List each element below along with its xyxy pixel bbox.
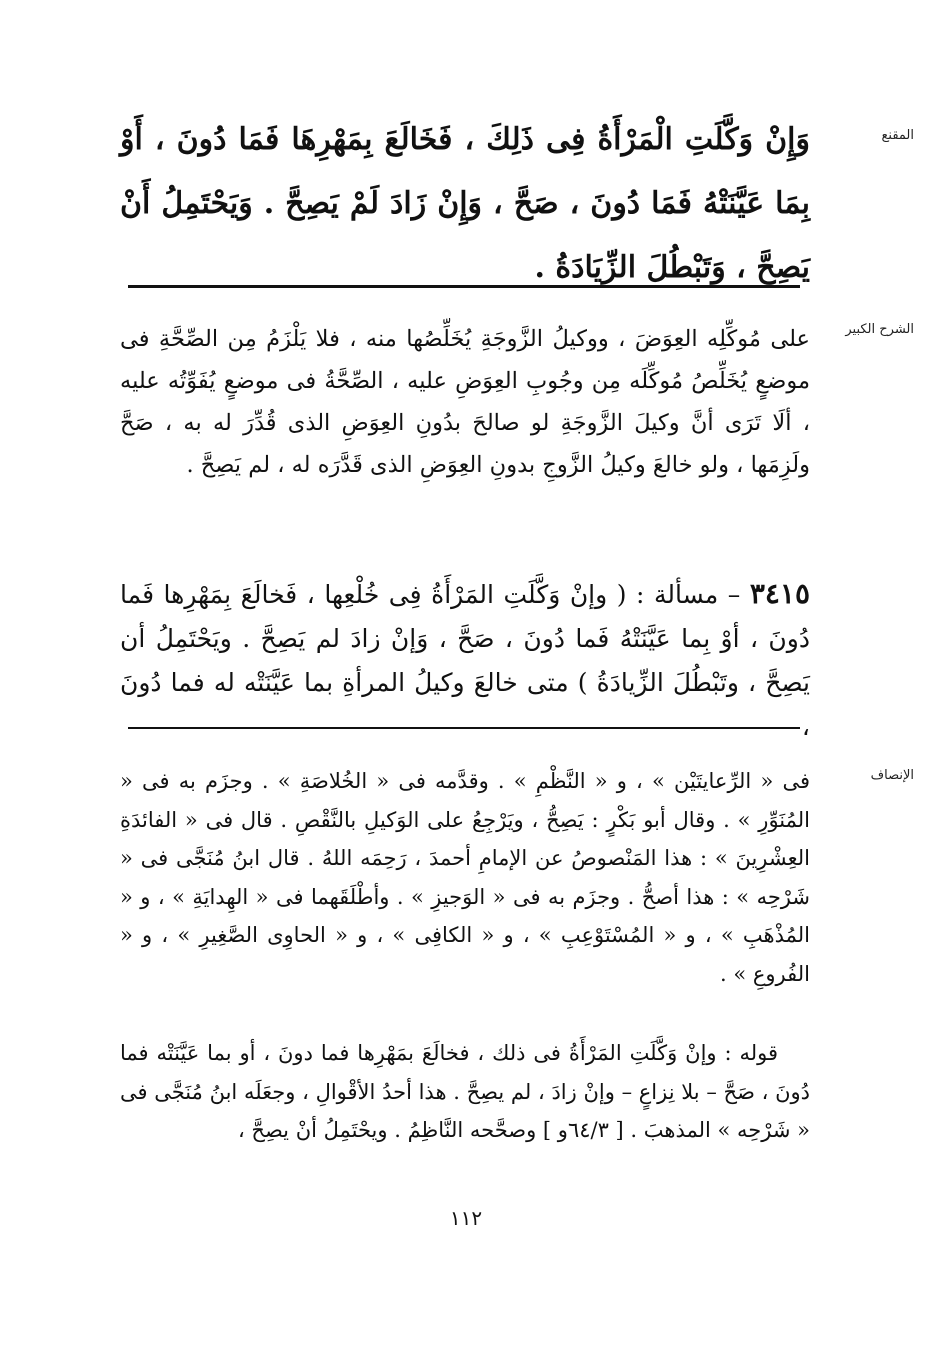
muqni-text: وَإِنْ وَكَّلَتِ الْمَرْأَةُ فِى ذَلِكَ ، فَخَالَعَ بِمَهْرِهَا فَمَا دُونَ ، أَوْ بِمَا عَيَّنَتْهُ فَمَا دُونَ ، صَحَّ ، وَإِنْ زَادَ لَمْ يَصِحَّ . وَيَحْتَمِلُ أَنْ يَصِحَّ ، وَتَبْطُلَ الزِّيَادَةُ . <box>120 122 810 285</box>
sharh-label: الشرح الكبير <box>845 322 914 337</box>
insaf-label: الإنصاف <box>870 768 914 783</box>
muqni-section <box>120 108 810 300</box>
masala-text: – مسألة : ( وإنْ وَكَّلَتِ المَرْأَةُ فِى خُلْعِها ، فَخالَعَ بِمَهْرِها فَما دُونَ ، أوْ بِما عَيَّنَتْهُ فَما دُونَ ، صَحَّ ، وَإنْ زادَ لم يَصِحَّ . ويَحْتَمِلُ أن يَصِحَّ ، وتَبْطُلَ الزِّيادَةُ ) متى خالعَ وكيلُ المرأةِ بما عَيَّنَتْه له فما دُونَ ، <box>120 580 810 741</box>
muqni-label: المقنع <box>881 128 914 143</box>
page-number: ١١٢ <box>449 1206 483 1230</box>
muqni-divider <box>128 285 800 288</box>
sharh-divider <box>128 727 800 729</box>
insaf-section <box>120 762 810 993</box>
masala-paragraph <box>120 572 810 749</box>
insaf-text: فى « الرِّعايتَيْن » ، و « النَّظْمِ » . وقدَّمه فى « الخُلاصَةِ » . وجزَم به فى « المُنَوِّرِ » . وقال أبو بَكْرٍ : يَصِحُّ ، ويَرْجِعُ على الوَكيلِ بالنَّقْصِ . قال فى « الفائدَةِ العِشْرِينَ » : هذا المَنْصوصُ عن الإمامِ أحمدَ ، رَحِمَه اللهُ . قال ابنُ مُنَجَّى فى « شَرْحِه » : هذا أصحُّ . وجزَم به فى « الوَجيزِ » . وأطْلَقَهما فى « الهِدايَةِ » ، و « المُذْهَبِ » ، و « المُسْتَوْعِبِ » ، و « الكافِى » ، و « الحاوِى الصَّغِيرِ » ، و « الفُروعِ » . <box>120 769 810 986</box>
qawl-text: قوله : وإنْ وَكَّلَتِ المَرْأَةُ فى ذلك ، فخالَعَ بمَهْرِها فما دونَ ، أو بما عَيَّنَتْه فما دُونَ ، صَحَّ – بلا نِزاعٍ – وإنْ زادَ ، لم يصِحَّ . هذا أحدُ الأقْوالِ ، وجعَلَه ابنُ مُنَجَّى فى « شَرْحِه » المذهبَ . [ ٦٤/٣و ] وصحَّحه النَّاظِمُ . ويحْتَمِلُ أنْ يصِحَّ ، <box>120 1041 810 1142</box>
masala-number: ٣٤١٥ <box>749 577 810 610</box>
qawl-section <box>120 1034 810 1150</box>
masala-section <box>120 572 810 749</box>
sharh-text: على مُوكِّلِه العِوَضَ ، ووكيلُ الزَّوجَةِ يُخَلِّصُها منه ، فلا يَلْزَمُ مِن الصِّحَّةِ فى موضعٍ يُخَلِّصُ مُوكِّلَه مِن وجُوبِ العِوَضِ عليه ، الصِّحَّةُ فى موضعٍ يُفَوِّتُه عليه ، ألَا تَرَى أنَّ وكيلَ الزَّوجَةِ لو صالحَ بدُونِ العِوَضِ الذى قُدِّرَ له به ، صَحَّ ولَزِمَها ، ولو خالعَ وكيلُ الزَّوجِ بدونِ العِوَضِ الذى قَدَّرَه له ، لم يَصِحَّ . <box>120 326 810 478</box>
sharh-section <box>120 318 810 486</box>
